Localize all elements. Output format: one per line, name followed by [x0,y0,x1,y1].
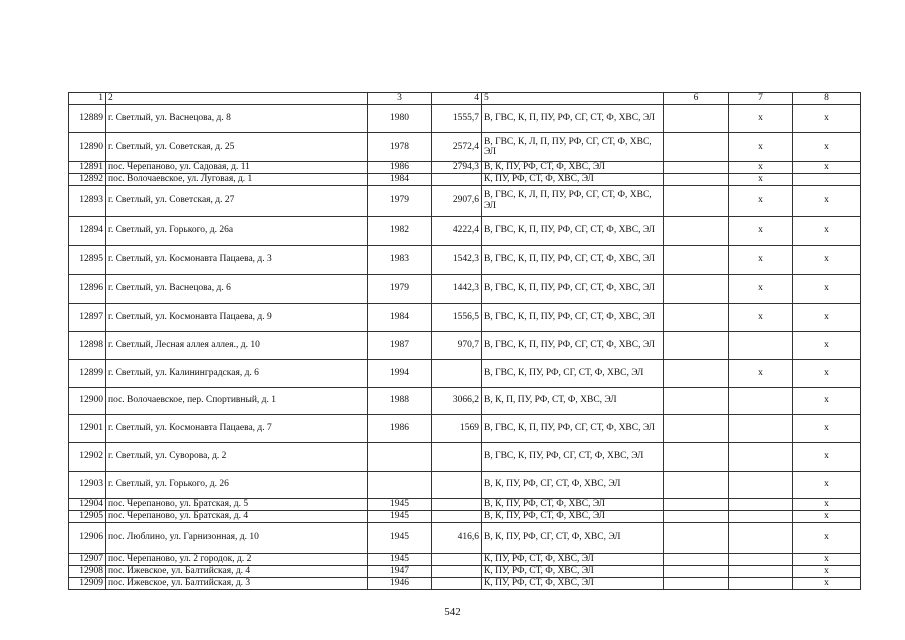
row-services: В, ГВС, К, П, ПУ, РФ, СГ, СТ, Ф, ХВС, ЭЛ [482,216,664,245]
row-year: 1986 [368,162,432,174]
row-id: 12900 [69,387,106,414]
row-col8: х [793,510,861,522]
page-number: 542 [444,606,461,618]
row-address: г. Светлый, ул. Космонавта Пацаева, д. 3 [106,245,368,274]
row-area [432,359,482,387]
table-row [69,522,861,553]
row-col8: х [793,274,861,303]
table-row [69,442,861,471]
row-area [432,174,482,186]
row-id: 12894 [69,216,106,245]
header-row [69,93,861,105]
row-address: пос. Черепаново, ул. Братская, д. 4 [106,510,368,522]
row-address: г. Светлый, ул. Советская, д. 25 [106,133,368,162]
row-id: 12895 [69,245,106,274]
row-services: В, ГВС, К, П, ПУ, РФ, СГ, СТ, Ф, ХВС, ЭЛ [482,303,664,331]
row-year: 1979 [368,274,432,303]
row-col6 [664,331,729,359]
row-address: г. Светлый, ул. Васнецова, д. 8 [106,105,368,133]
row-address: г. Светлый, ул. Горького, д. 26а [106,216,368,245]
table-row [69,303,861,331]
row-col6 [664,105,729,133]
row-address: пос. Ижевское, ул. Балтийская, д. 3 [106,577,368,589]
row-year: 1984 [368,303,432,331]
row-services: В, К, ПУ, РФ, СГ, СТ, Ф, ХВС, ЭЛ [482,471,664,498]
row-id: 12903 [69,471,106,498]
row-area: 3066,2 [432,387,482,414]
table-row [69,387,861,414]
row-year: 1994 [368,359,432,387]
row-year: 1980 [368,105,432,133]
row-address: г. Светлый, ул. Суворова, д. 2 [106,442,368,471]
table-row [69,510,861,522]
row-address: г. Светлый, ул. Советская, д. 27 [106,185,368,216]
row-services: К, ПУ, РФ, СТ, Ф, ХВС, ЭЛ [482,174,664,186]
row-services: В, ГВС, К, П, ПУ, РФ, СГ, СТ, Ф, ХВС, ЭЛ [482,331,664,359]
row-id: 12897 [69,303,106,331]
row-id: 12898 [69,331,106,359]
row-year [368,442,432,471]
row-col8: х [793,303,861,331]
row-col6 [664,216,729,245]
column-header: 1 [69,93,106,105]
table-row [69,274,861,303]
table-row [69,577,861,589]
row-id: 12899 [69,359,106,387]
column-header: 3 [368,93,432,105]
row-col7: х [729,216,793,245]
row-id: 12908 [69,565,106,577]
row-col7: х [729,303,793,331]
column-header: 7 [729,93,793,105]
row-services: К, ПУ, РФ, СТ, Ф, ХВС, ЭЛ [482,565,664,577]
row-address: пос. Ижевское, ул. Балтийская, д. 4 [106,565,368,577]
row-area [432,565,482,577]
row-year: 1986 [368,414,432,442]
row-col8: х [793,331,861,359]
row-id: 12892 [69,174,106,186]
row-id: 12904 [69,498,106,510]
row-id: 12906 [69,522,106,553]
column-header: 8 [793,93,861,105]
row-year: 1987 [368,331,432,359]
row-services: В, ГВС, К, П, ПУ, РФ, СГ, СТ, Ф, ХВС, ЭЛ [482,245,664,274]
row-col8: х [793,359,861,387]
row-area: 1555,7 [432,105,482,133]
row-col7 [729,442,793,471]
row-area [432,553,482,565]
row-col7: х [729,274,793,303]
row-col6 [664,303,729,331]
row-area: 2794,3 [432,162,482,174]
row-services: В, ГВС, К, Л, П, ПУ, РФ, СГ, СТ, Ф, ХВС, ЭЛ [482,133,664,162]
column-header: 5 [482,93,664,105]
row-id: 12901 [69,414,106,442]
row-address: г. Светлый, ул. Васнецова, д. 6 [106,274,368,303]
row-area [432,510,482,522]
row-col7 [729,331,793,359]
row-col8: х [793,553,861,565]
row-services: В, ГВС, К, П, ПУ, РФ, СГ, СТ, Ф, ХВС, ЭЛ [482,414,664,442]
row-address: г. Светлый, ул. Калининградская, д. 6 [106,359,368,387]
row-year: 1945 [368,498,432,510]
housing-table [68,92,861,590]
row-col6 [664,359,729,387]
row-col6 [664,133,729,162]
row-col7 [729,522,793,553]
row-col6 [664,245,729,274]
row-services: К, ПУ, РФ, СТ, Ф, ХВС, ЭЛ [482,553,664,565]
row-services: В, ГВС, К, Л, П, ПУ, РФ, СГ, СТ, Ф, ХВС, ЭЛ [482,185,664,216]
row-area: 970,7 [432,331,482,359]
table-row [69,359,861,387]
row-col6 [664,553,729,565]
row-address: г. Светлый, ул. Горького, д. 26 [106,471,368,498]
row-area: 2907,6 [432,185,482,216]
row-col7: х [729,105,793,133]
row-id: 12889 [69,105,106,133]
row-id: 12896 [69,274,106,303]
row-address: пос. Черепаново, ул. 2 городок, д. 2 [106,553,368,565]
row-col8: х [793,105,861,133]
row-col7 [729,498,793,510]
row-col6 [664,510,729,522]
table-row [69,553,861,565]
row-address: г. Светлый, Лесная аллея аллея., д. 10 [106,331,368,359]
row-col8: х [793,414,861,442]
row-services: В, ГВС, К, ПУ, РФ, СГ, СТ, Ф, ХВС, ЭЛ [482,359,664,387]
row-col8: х [793,577,861,589]
table-row [69,331,861,359]
row-col8: х [793,442,861,471]
row-services: В, ГВС, К, П, ПУ, РФ, СГ, СТ, Ф, ХВС, ЭЛ [482,105,664,133]
row-col8: х [793,162,861,174]
row-col7 [729,471,793,498]
row-col8: х [793,216,861,245]
table-row [69,471,861,498]
row-year: 1979 [368,185,432,216]
row-id: 12890 [69,133,106,162]
row-col6 [664,274,729,303]
row-col8: х [793,498,861,510]
row-address: г. Светлый, ул. Космонавта Пацаева, д. 7 [106,414,368,442]
row-col6 [664,471,729,498]
table-row [69,216,861,245]
table-row [69,162,861,174]
row-id: 12905 [69,510,106,522]
row-area: 416,6 [432,522,482,553]
row-services: В, К, ПУ, РФ, СТ, Ф, ХВС, ЭЛ [482,498,664,510]
table-row [69,565,861,577]
row-services: В, К, ПУ, РФ, СТ, Ф, ХВС, ЭЛ [482,162,664,174]
row-col7: х [729,185,793,216]
row-area [432,471,482,498]
row-year: 1947 [368,565,432,577]
row-year: 1945 [368,522,432,553]
row-id: 12891 [69,162,106,174]
row-area: 1542,3 [432,245,482,274]
row-col7: х [729,162,793,174]
row-area [432,577,482,589]
row-year: 1945 [368,553,432,565]
row-services: В, К, ПУ, РФ, СТ, Ф, ХВС, ЭЛ [482,510,664,522]
row-col6 [664,498,729,510]
row-services: В, ГВС, К, П, ПУ, РФ, СГ, СТ, Ф, ХВС, ЭЛ [482,274,664,303]
row-col8: х [793,185,861,216]
row-services: В, К, П, ПУ, РФ, СТ, Ф, ХВС, ЭЛ [482,387,664,414]
row-area [432,442,482,471]
row-year [368,471,432,498]
table-row [69,185,861,216]
row-col7 [729,577,793,589]
row-area: 4222,4 [432,216,482,245]
row-services: К, ПУ, РФ, СТ, Ф, ХВС, ЭЛ [482,577,664,589]
table-row [69,174,861,186]
row-id: 12902 [69,442,106,471]
table-row [69,498,861,510]
row-col7: х [729,133,793,162]
row-id: 12907 [69,553,106,565]
row-year: 1945 [368,510,432,522]
row-col6 [664,442,729,471]
table-row [69,245,861,274]
row-year: 1978 [368,133,432,162]
row-col7 [729,553,793,565]
row-col6 [664,565,729,577]
row-year: 1988 [368,387,432,414]
row-id: 12893 [69,185,106,216]
row-col8: х [793,522,861,553]
row-address: пос. Черепаново, ул. Садовая, д. 11 [106,162,368,174]
row-address: пос. Люблино, ул. Гарнизонная, д. 10 [106,522,368,553]
column-header: 2 [106,93,368,105]
row-col6 [664,162,729,174]
row-col6 [664,174,729,186]
row-services: В, К, ПУ, РФ, СГ, СТ, Ф, ХВС, ЭЛ [482,522,664,553]
row-col8 [793,174,861,186]
row-year: 1982 [368,216,432,245]
row-col7 [729,387,793,414]
row-address: пос. Волочаевское, ул. Луговая, д. 1 [106,174,368,186]
row-services: В, ГВС, К, ПУ, РФ, СГ, СТ, Ф, ХВС, ЭЛ [482,442,664,471]
row-year: 1984 [368,174,432,186]
row-col7: х [729,245,793,274]
row-col8: х [793,133,861,162]
row-address: пос. Волочаевское, пер. Спортивный, д. 1 [106,387,368,414]
row-col6 [664,522,729,553]
row-area: 1556,5 [432,303,482,331]
row-col7 [729,565,793,577]
row-area: 1442,3 [432,274,482,303]
row-area: 2572,4 [432,133,482,162]
row-col6 [664,414,729,442]
row-col6 [664,185,729,216]
row-col7 [729,414,793,442]
row-col6 [664,577,729,589]
row-area [432,498,482,510]
row-year: 1946 [368,577,432,589]
column-header: 4 [432,93,482,105]
row-address: пос. Черепаново, ул. Братская, д. 5 [106,498,368,510]
row-col8: х [793,471,861,498]
row-col8: х [793,387,861,414]
row-id: 12909 [69,577,106,589]
row-col7: х [729,359,793,387]
row-col7: х [729,174,793,186]
table-row [69,105,861,133]
row-address: г. Светлый, ул. Космонавта Пацаева, д. 9 [106,303,368,331]
row-year: 1983 [368,245,432,274]
row-col8: х [793,565,861,577]
table-row [69,414,861,442]
column-header: 6 [664,93,729,105]
row-col8: х [793,245,861,274]
row-area: 1569 [432,414,482,442]
row-col6 [664,387,729,414]
row-col7 [729,510,793,522]
table-row [69,133,861,162]
